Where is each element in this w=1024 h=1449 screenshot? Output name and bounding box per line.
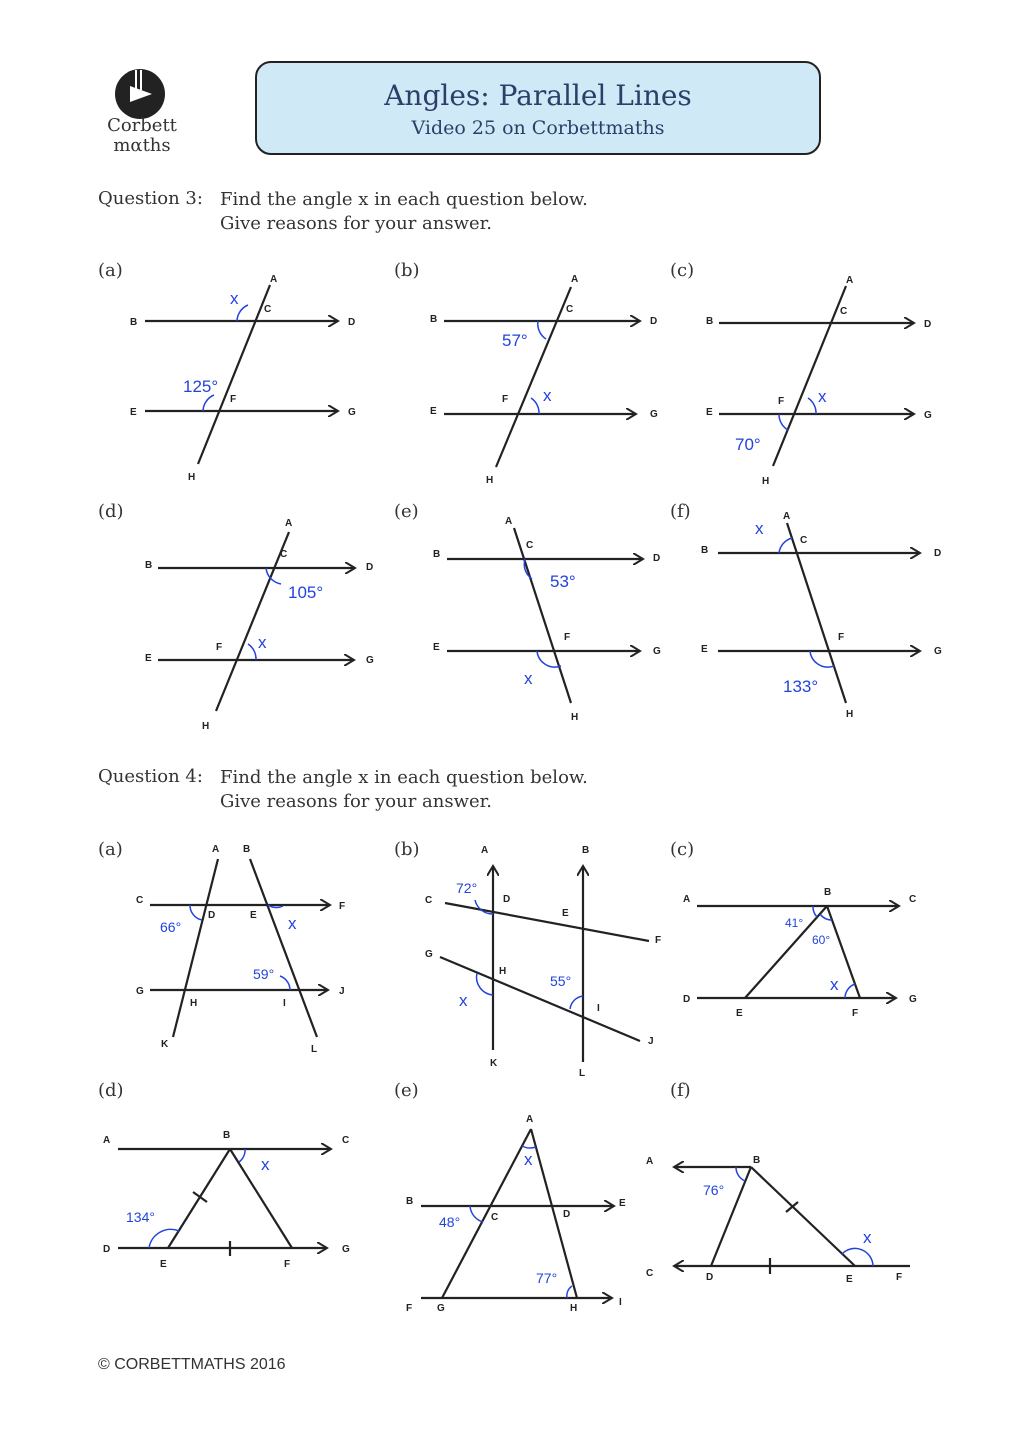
- svg-text:C: C: [646, 1268, 654, 1279]
- svg-text:E: E: [145, 653, 152, 664]
- svg-text:B: B: [243, 844, 251, 855]
- q3a-labels: [130, 274, 356, 483]
- svg-text:B: B: [706, 316, 714, 327]
- svg-text:D: D: [348, 317, 356, 328]
- svg-text:F: F: [778, 396, 785, 407]
- svg-text:E: E: [433, 642, 440, 653]
- svg-text:C: C: [136, 895, 144, 906]
- svg-text:L: L: [579, 1068, 586, 1079]
- q3-part-c-label: (c): [670, 260, 695, 281]
- unknown-x: x: [524, 669, 533, 688]
- unknown-x: x: [288, 914, 297, 933]
- svg-text:G: G: [909, 994, 917, 1005]
- angle-label: 134°: [126, 1209, 155, 1225]
- question-3-label: Question 3:: [98, 188, 203, 209]
- svg-text:H: H: [762, 476, 770, 487]
- svg-text:F: F: [838, 632, 845, 643]
- q4-part-b-label: (b): [394, 839, 420, 860]
- unknown-x: x: [543, 386, 552, 405]
- q3d-diagram: [158, 532, 355, 711]
- svg-text:B: B: [582, 845, 590, 856]
- svg-text:H: H: [190, 998, 198, 1009]
- unknown-x: x: [863, 1228, 872, 1247]
- svg-text:B: B: [130, 317, 138, 328]
- svg-text:K: K: [161, 1039, 169, 1050]
- q3-part-b-label: (b): [394, 260, 420, 281]
- svg-text:D: D: [650, 316, 658, 327]
- svg-text:E: E: [706, 407, 713, 418]
- angle-label: 105°: [288, 583, 324, 602]
- svg-text:K: K: [490, 1058, 498, 1069]
- angle-label: 57°: [502, 331, 528, 350]
- svg-text:H: H: [188, 472, 196, 483]
- q3c-labels: [706, 275, 932, 487]
- q3-part-e-label: (e): [394, 501, 419, 522]
- svg-text:D: D: [103, 1244, 111, 1255]
- svg-text:G: G: [425, 949, 433, 960]
- svg-text:E: E: [562, 908, 569, 919]
- unknown-x: x: [524, 1150, 533, 1169]
- q3a-diagram: [145, 285, 338, 464]
- svg-text:H: H: [499, 966, 507, 977]
- svg-text:A: A: [103, 1135, 111, 1146]
- svg-text:B: B: [701, 545, 709, 556]
- unknown-x: x: [830, 975, 839, 994]
- angle-label: 53°: [550, 572, 576, 591]
- svg-text:A: A: [526, 1114, 534, 1125]
- svg-text:F: F: [655, 935, 662, 946]
- svg-text:A: A: [846, 275, 854, 286]
- svg-text:H: H: [571, 712, 579, 723]
- q4d-diagram: [118, 1149, 331, 1256]
- svg-text:H: H: [846, 709, 854, 720]
- q4-part-d-label: (d): [98, 1080, 124, 1101]
- angle-label: 48°: [439, 1214, 461, 1230]
- angle-label: 72°: [456, 880, 478, 896]
- svg-text:A: A: [285, 518, 293, 529]
- q3e-labels: [433, 516, 661, 723]
- svg-text:E: E: [846, 1274, 853, 1285]
- svg-text:H: H: [202, 721, 210, 732]
- svg-text:A: A: [571, 274, 579, 285]
- svg-text:B: B: [145, 560, 153, 571]
- svg-text:C: C: [526, 540, 534, 551]
- svg-text:C: C: [264, 304, 272, 315]
- svg-text:A: A: [646, 1156, 654, 1167]
- q3f-labels: [701, 511, 942, 720]
- question-4-line-2: Give reasons for your answer.: [220, 791, 493, 812]
- svg-text:A: A: [481, 845, 489, 856]
- svg-text:A: A: [212, 844, 220, 855]
- svg-text:G: G: [934, 646, 942, 657]
- svg-text:E: E: [701, 644, 708, 655]
- svg-text:A: A: [505, 516, 513, 527]
- svg-text:G: G: [366, 655, 374, 666]
- svg-text:G: G: [924, 410, 932, 421]
- svg-text:E: E: [130, 407, 137, 418]
- svg-text:D: D: [653, 553, 661, 564]
- q3e-diagram: [447, 528, 643, 703]
- svg-text:E: E: [250, 910, 257, 921]
- svg-text:A: A: [783, 511, 791, 522]
- q3b-diagram: [444, 287, 640, 467]
- unknown-x: x: [818, 387, 827, 406]
- q3-part-d-label: (d): [98, 501, 124, 522]
- q4-part-c-label: (c): [670, 839, 695, 860]
- svg-text:D: D: [503, 894, 511, 905]
- q4a-diagram: [150, 859, 330, 1037]
- svg-text:F: F: [852, 1008, 859, 1019]
- svg-text:F: F: [284, 1259, 291, 1270]
- svg-text:E: E: [160, 1259, 167, 1270]
- svg-text:I: I: [283, 998, 286, 1009]
- svg-text:G: G: [650, 409, 658, 420]
- svg-text:D: D: [208, 910, 216, 921]
- q4-part-a-label: (a): [98, 839, 123, 860]
- copyright-footer: © CORBETTMATHS 2016: [98, 1356, 286, 1373]
- q3d-labels: [145, 518, 374, 732]
- svg-text:F: F: [502, 394, 509, 405]
- q4-part-e-label: (e): [394, 1080, 419, 1101]
- svg-text:G: G: [653, 646, 661, 657]
- angle-label: 125°: [183, 377, 219, 396]
- question-4-label: Question 4:: [98, 766, 203, 787]
- q4a-labels: [136, 844, 345, 1055]
- svg-text:D: D: [366, 562, 374, 573]
- svg-text:C: C: [491, 1212, 499, 1223]
- svg-text:G: G: [342, 1244, 350, 1255]
- angle-label: 55°: [550, 973, 572, 989]
- svg-text:J: J: [339, 986, 345, 997]
- angle-label: 59°: [253, 966, 275, 982]
- svg-text:B: B: [223, 1130, 231, 1141]
- svg-text:B: B: [753, 1155, 761, 1166]
- svg-text:C: C: [342, 1135, 350, 1146]
- svg-text:B: B: [406, 1196, 414, 1207]
- q4e-labels: [406, 1114, 626, 1314]
- page-subtitle: Video 25 on Corbettmaths: [411, 117, 665, 139]
- unknown-x: x: [258, 633, 267, 652]
- unknown-x: x: [230, 289, 239, 308]
- svg-text:G: G: [437, 1303, 445, 1314]
- svg-text:F: F: [339, 901, 346, 912]
- svg-text:C: C: [425, 895, 433, 906]
- svg-text:C: C: [840, 306, 848, 317]
- svg-text:F: F: [896, 1272, 903, 1283]
- svg-text:I: I: [597, 1003, 600, 1014]
- angle-label: 77°: [536, 1270, 558, 1286]
- angle-label: 41°: [785, 916, 804, 930]
- unknown-x: x: [459, 991, 468, 1010]
- q3-part-a-label: (a): [98, 260, 123, 281]
- svg-text:L: L: [311, 1044, 318, 1055]
- svg-text:D: D: [563, 1209, 571, 1220]
- svg-text:F: F: [216, 642, 223, 653]
- svg-text:G: G: [348, 407, 356, 418]
- svg-text:H: H: [486, 475, 494, 486]
- q3-part-f-label: (f): [670, 501, 691, 522]
- svg-text:F: F: [406, 1303, 413, 1314]
- svg-text:B: B: [824, 887, 832, 898]
- svg-text:C: C: [909, 894, 917, 905]
- svg-text:C: C: [800, 535, 808, 546]
- angle-label: 66°: [160, 919, 182, 935]
- svg-text:A: A: [683, 894, 691, 905]
- question-4-line-1: Find the angle x in each question below.: [220, 767, 588, 788]
- svg-text:A: A: [270, 274, 278, 285]
- unknown-x: x: [755, 519, 764, 538]
- svg-text:D: D: [683, 994, 691, 1005]
- angle-label: 76°: [703, 1182, 725, 1198]
- svg-text:I: I: [619, 1297, 622, 1308]
- svg-text:E: E: [619, 1198, 626, 1209]
- svg-text:B: B: [430, 314, 438, 325]
- question-3-line-1: Find the angle x in each question below.: [220, 189, 588, 210]
- svg-text:C: C: [280, 549, 288, 560]
- svg-text:E: E: [430, 406, 437, 417]
- svg-text:F: F: [564, 632, 571, 643]
- q4-part-f-label: (f): [670, 1080, 691, 1101]
- unknown-x: x: [261, 1155, 270, 1174]
- svg-text:G: G: [136, 986, 144, 997]
- angle-label: 133°: [783, 677, 819, 696]
- question-3-line-2: Give reasons for your answer.: [220, 213, 493, 234]
- q3f-diagram: [718, 523, 920, 703]
- svg-text:C: C: [566, 304, 574, 315]
- svg-text:J: J: [648, 1036, 654, 1047]
- angle-label: 60°: [812, 933, 831, 947]
- svg-text:D: D: [924, 319, 932, 330]
- q4b-labels: [425, 845, 661, 1079]
- svg-text:B: B: [433, 549, 441, 560]
- angle-label: 70°: [735, 435, 761, 454]
- page-title: Angles: Parallel Lines: [384, 79, 692, 112]
- svg-text:D: D: [934, 548, 942, 559]
- q3b-labels: [430, 274, 658, 486]
- svg-text:F: F: [230, 394, 237, 405]
- svg-text:D: D: [706, 1272, 714, 1283]
- svg-text:E: E: [736, 1008, 743, 1019]
- svg-text:H: H: [570, 1303, 578, 1314]
- logo-text: Corbett mαths: [107, 115, 177, 156]
